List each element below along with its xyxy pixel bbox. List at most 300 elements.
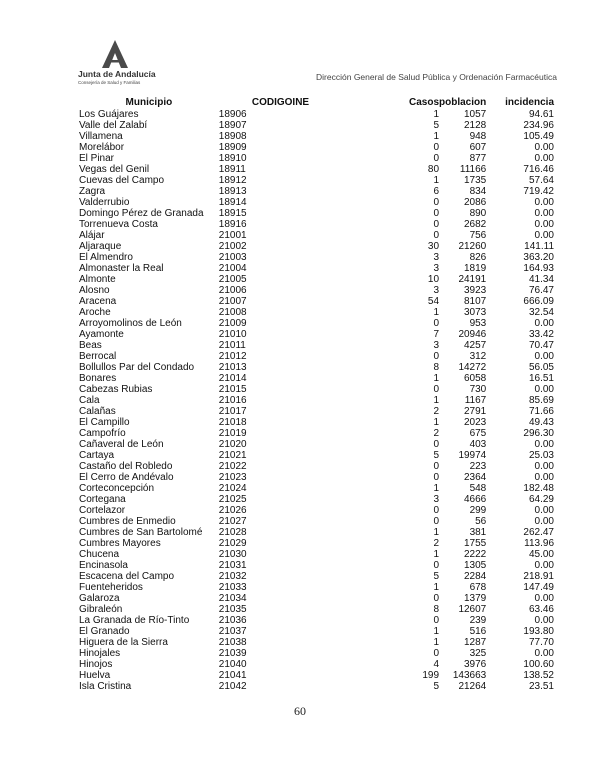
- incidencia-cell: 0.00: [534, 318, 554, 329]
- incidencia-cell: 363.20: [523, 252, 554, 263]
- poblacion-cell: 11166: [459, 164, 487, 175]
- table-row: [79, 593, 554, 604]
- poblacion-cell: 403: [469, 439, 487, 450]
- codigoine-cell: 21020: [218, 439, 247, 450]
- municipio-cell: Bollullos Par del Condado: [79, 362, 195, 373]
- table-row: [79, 538, 554, 549]
- casos-cell: 5: [433, 450, 440, 461]
- table-header-row: [79, 96, 554, 109]
- incidencia-cell: 32.54: [528, 307, 554, 318]
- incidencia-cell: 164.93: [523, 263, 554, 274]
- column-header-codigoine: CODIGOINE: [251, 97, 310, 108]
- table-row: [79, 582, 554, 593]
- codigoine-cell: 21029: [218, 538, 247, 549]
- municipio-cell: Bonares: [79, 373, 117, 384]
- incidencia-cell: 76.47: [528, 285, 554, 296]
- codigoine-cell: 21021: [218, 450, 247, 461]
- casos-cell: 0: [433, 593, 440, 604]
- casos-cell: 0: [433, 461, 440, 472]
- codigoine-cell: 18907: [218, 120, 247, 131]
- poblacion-cell: 381: [469, 527, 487, 538]
- casos-cell: 0: [433, 230, 440, 241]
- municipio-cell: Encinasola: [79, 560, 128, 571]
- table-row: [79, 153, 554, 164]
- municipio-cell: Cortegana: [79, 494, 126, 505]
- poblacion-cell: 675: [469, 428, 487, 439]
- table-row: [79, 197, 554, 208]
- logo-subtitle: Consejería de Salud y Familias: [78, 80, 141, 85]
- casos-cell: 0: [433, 197, 440, 208]
- casos-cell: 0: [433, 472, 440, 483]
- incidencia-cell: 64.29: [528, 494, 554, 505]
- casos-cell: 4: [433, 659, 440, 670]
- poblacion-cell: 21264: [458, 681, 487, 692]
- table-row: [79, 461, 554, 472]
- codigoine-cell: 21011: [218, 340, 246, 351]
- table-row: [79, 175, 554, 186]
- casos-cell: 1: [433, 549, 440, 560]
- table-row: [79, 329, 554, 340]
- casos-cell: 0: [433, 516, 440, 527]
- table-row: [79, 472, 554, 483]
- casos-cell: 3: [433, 285, 440, 296]
- casos-cell: 0: [433, 219, 440, 230]
- poblacion-cell: 877: [469, 153, 487, 164]
- incidencia-cell: 262.47: [523, 527, 554, 538]
- incidencia-cell: 33.42: [528, 329, 554, 340]
- casos-cell: 5: [433, 571, 440, 582]
- column-header-incidencia: incidencia: [505, 97, 554, 108]
- casos-cell: 0: [433, 318, 440, 329]
- poblacion-cell: 325: [469, 648, 487, 659]
- incidencia-cell: 0.00: [534, 208, 554, 219]
- casos-cell: 1: [433, 395, 440, 406]
- table-row: [79, 439, 554, 450]
- incidencia-cell: 0.00: [534, 439, 554, 450]
- poblacion-cell: 2682: [464, 219, 487, 230]
- municipio-cell: El Granado: [79, 626, 130, 637]
- municipio-cell: Escacena del Campo: [79, 571, 175, 582]
- casos-cell: 0: [433, 560, 440, 571]
- poblacion-cell: 548: [469, 483, 487, 494]
- poblacion-cell: 223: [469, 461, 487, 472]
- casos-cell: 54: [427, 296, 440, 307]
- municipio-cell: Cumbres de San Bartolomé: [79, 527, 203, 538]
- codigoine-cell: 21033: [218, 582, 247, 593]
- table-body: [79, 109, 554, 692]
- incidencia-cell: 25.03: [528, 450, 554, 461]
- casos-cell: 1: [433, 637, 440, 648]
- municipio-cell: Fuenteheridos: [79, 582, 143, 593]
- municipio-cell: Aroche: [79, 307, 111, 318]
- codigoine-cell: 21008: [218, 307, 247, 318]
- incidencia-cell: 85.69: [528, 395, 554, 406]
- junta-andalucia-logo-icon: [102, 40, 128, 68]
- table-row: [79, 131, 554, 142]
- municipio-cell: Zagra: [79, 186, 106, 197]
- table-row: [79, 450, 554, 461]
- incidencia-cell: 57.64: [528, 175, 554, 186]
- table-row: [79, 285, 554, 296]
- table-row: [79, 142, 554, 153]
- codigoine-cell: 21002: [218, 241, 247, 252]
- incidencia-cell: 0.00: [534, 648, 554, 659]
- table-row: [79, 637, 554, 648]
- incidencia-cell: 16.51: [528, 373, 554, 384]
- incidencia-cell: 0.00: [534, 505, 554, 516]
- incidencia-cell: 218.91: [523, 571, 554, 582]
- codigoine-cell: 21001: [218, 230, 247, 241]
- municipio-cell: Villamena: [79, 131, 123, 142]
- municipio-cell: Morelábor: [79, 142, 125, 153]
- incidencia-cell: 70.47: [528, 340, 554, 351]
- incidencia-cell: 141.11: [524, 241, 554, 252]
- municipio-cell: El Pinar: [79, 153, 115, 164]
- table-row: [79, 428, 554, 439]
- table-row: [79, 571, 554, 582]
- municipio-cell: Gibraleón: [79, 604, 123, 615]
- codigoine-cell: 21016: [218, 395, 247, 406]
- codigoine-cell: 21028: [218, 527, 247, 538]
- municipio-cell: Galaroza: [79, 593, 120, 604]
- municipio-cell: Huelva: [79, 670, 111, 681]
- poblacion-cell: 21260: [458, 241, 487, 252]
- municipio-cell: Cartaya: [79, 450, 115, 461]
- casos-cell: 7: [433, 329, 440, 340]
- casos-cell: 1: [433, 175, 440, 186]
- codigoine-cell: 21035: [218, 604, 247, 615]
- incidencia-cell: 0.00: [534, 197, 554, 208]
- casos-cell: 1: [433, 109, 440, 120]
- municipio-cell: Alosno: [79, 285, 110, 296]
- poblacion-cell: 1755: [464, 538, 487, 549]
- casos-cell: 1: [433, 417, 440, 428]
- codigoine-cell: 21005: [218, 274, 247, 285]
- incidencia-cell: 23.51: [528, 681, 554, 692]
- table-row: [79, 230, 554, 241]
- codigoine-cell: 21031: [218, 560, 247, 571]
- incidencia-cell: 138.52: [523, 670, 554, 681]
- table-row: [79, 417, 554, 428]
- incidencia-cell: 0.00: [534, 153, 554, 164]
- table-row: [79, 241, 554, 252]
- municipio-cell: Beas: [79, 340, 102, 351]
- incidencia-cell: 0.00: [534, 351, 554, 362]
- table-row: [79, 483, 554, 494]
- casos-cell: 6: [433, 186, 440, 197]
- incidencia-cell: 716.46: [523, 164, 554, 175]
- table-row: [79, 219, 554, 230]
- poblacion-cell: 2086: [464, 197, 487, 208]
- casos-cell: 8: [433, 362, 440, 373]
- codigoine-cell: 21009: [218, 318, 247, 329]
- table-row: [79, 560, 554, 571]
- codigoine-cell: 21006: [218, 285, 247, 296]
- incidencia-cell: 0.00: [534, 230, 554, 241]
- poblacion-cell: 19974: [458, 450, 487, 461]
- codigoine-cell: 18916: [218, 219, 247, 230]
- incidencia-cell: 94.61: [528, 109, 554, 120]
- poblacion-cell: 1379: [464, 593, 487, 604]
- incidencia-cell: 234.96: [523, 120, 554, 131]
- codigoine-cell: 21012: [218, 351, 247, 362]
- poblacion-cell: 239: [469, 615, 487, 626]
- codigoine-cell: 21030: [218, 549, 247, 560]
- poblacion-cell: 2222: [464, 549, 487, 560]
- incidencia-cell: 719.42: [523, 186, 554, 197]
- table-row: [79, 362, 554, 373]
- casos-cell: 0: [433, 384, 440, 395]
- incidencia-cell: 113.96: [524, 538, 554, 549]
- table-row: [79, 626, 554, 637]
- table-row: [79, 648, 554, 659]
- codigoine-cell: 21010: [218, 329, 247, 340]
- incidencia-cell: 77.70: [528, 637, 554, 648]
- municipio-cell: Hinojos: [79, 659, 113, 670]
- poblacion-cell: 2284: [464, 571, 487, 582]
- table-row: [79, 208, 554, 219]
- casos-cell: 0: [433, 142, 440, 153]
- codigoine-cell: 21036: [218, 615, 247, 626]
- incidencia-cell: 0.00: [534, 384, 554, 395]
- municipio-cell: Alájar: [79, 230, 105, 241]
- table-row: [79, 274, 554, 285]
- poblacion-cell: 3976: [464, 659, 487, 670]
- codigoine-cell: 21039: [218, 648, 247, 659]
- municipio-cell: Cala: [79, 395, 100, 406]
- poblacion-cell: 948: [469, 131, 487, 142]
- municipio-cell: Domingo Pérez de Granada: [79, 208, 204, 219]
- table-row: [79, 527, 554, 538]
- column-header-poblacion: poblacion: [439, 97, 487, 108]
- column-header-casos: Casos: [409, 97, 440, 108]
- poblacion-cell: 4666: [464, 494, 487, 505]
- casos-cell: 3: [433, 340, 440, 351]
- table-row: [79, 516, 554, 527]
- poblacion-cell: 20946: [458, 329, 487, 340]
- table-row: [79, 659, 554, 670]
- codigoine-cell: 18909: [218, 142, 247, 153]
- codigoine-cell: 21014: [218, 373, 247, 384]
- casos-cell: 80: [427, 164, 440, 175]
- casos-cell: 1: [433, 483, 440, 494]
- codigoine-cell: 21038: [218, 637, 247, 648]
- table-row: [79, 395, 554, 406]
- poblacion-cell: 299: [469, 505, 487, 516]
- poblacion-cell: 2791: [464, 406, 487, 417]
- incidencia-cell: 182.48: [523, 483, 554, 494]
- casos-cell: 199: [422, 670, 440, 681]
- casos-cell: 3: [433, 252, 440, 263]
- poblacion-cell: 3073: [464, 307, 487, 318]
- codigoine-cell: 21037: [218, 626, 247, 637]
- casos-cell: 0: [433, 208, 440, 219]
- casos-cell: 1: [433, 373, 440, 384]
- table-row: [79, 494, 554, 505]
- poblacion-cell: 2023: [464, 417, 487, 428]
- casos-cell: 1: [433, 307, 440, 318]
- table-row: [79, 604, 554, 615]
- poblacion-cell: 8107: [464, 296, 487, 307]
- codigoine-cell: 21034: [218, 593, 247, 604]
- incidencia-cell: 666.09: [523, 296, 554, 307]
- casos-cell: 0: [433, 615, 440, 626]
- table-row: [79, 373, 554, 384]
- municipio-cell: Torrenueva Costa: [79, 219, 158, 230]
- municipio-cell: El Almendro: [79, 252, 133, 263]
- codigoine-cell: 21042: [218, 681, 247, 692]
- incidencia-cell: 41.34: [528, 274, 554, 285]
- casos-cell: 2: [433, 428, 440, 439]
- table-row: [79, 164, 554, 175]
- poblacion-cell: 14272: [458, 362, 487, 373]
- casos-cell: 5: [433, 120, 440, 131]
- table-row: [79, 186, 554, 197]
- codigoine-cell: 21022: [218, 461, 247, 472]
- table-row: [79, 384, 554, 395]
- page-number: 60: [294, 704, 306, 718]
- casos-cell: 3: [433, 263, 440, 274]
- casos-cell: 2: [433, 538, 440, 549]
- incidencia-cell: 0.00: [534, 142, 554, 153]
- codigoine-cell: 21003: [218, 252, 247, 263]
- municipio-cell: Aracena: [79, 296, 117, 307]
- poblacion-cell: 12607: [458, 604, 487, 615]
- codigoine-cell: 21018: [218, 417, 247, 428]
- codigoine-cell: 18906: [218, 109, 247, 120]
- table-row: [79, 615, 554, 626]
- table-row: [79, 120, 554, 131]
- codigoine-cell: 21015: [218, 384, 247, 395]
- poblacion-cell: 607: [469, 142, 487, 153]
- logo: [78, 40, 158, 85]
- municipio-cell: Isla Cristina: [79, 681, 132, 692]
- municipio-cell: Castaño del Robledo: [79, 461, 173, 472]
- incidencia-cell: 296.30: [523, 428, 554, 439]
- municipio-cell: Valle del Zalabí: [79, 120, 148, 131]
- municipio-cell: Arroyomolinos de León: [79, 318, 182, 329]
- municipio-cell: Los Guájares: [79, 109, 139, 120]
- codigoine-cell: 21024: [218, 483, 247, 494]
- incidencia-cell: 0.00: [534, 472, 554, 483]
- codigoine-cell: 21040: [218, 659, 247, 670]
- poblacion-cell: 3923: [464, 285, 487, 296]
- poblacion-cell: 826: [469, 252, 487, 263]
- casos-cell: 5: [433, 681, 440, 692]
- municipio-cell: Chucena: [79, 549, 120, 560]
- codigoine-cell: 21013: [218, 362, 247, 373]
- poblacion-cell: 143663: [452, 670, 487, 681]
- codigoine-cell: 21032: [218, 571, 247, 582]
- poblacion-cell: 2128: [464, 120, 487, 131]
- casos-cell: 30: [427, 241, 440, 252]
- casos-cell: 0: [433, 153, 440, 164]
- casos-cell: 1: [433, 131, 440, 142]
- municipio-cell: Cumbres Mayores: [79, 538, 161, 549]
- casos-cell: 10: [427, 274, 440, 285]
- codigoine-cell: 18915: [218, 208, 247, 219]
- municipio-cell: Corteconcepción: [79, 483, 155, 494]
- casos-cell: 1: [433, 582, 440, 593]
- poblacion-cell: 890: [469, 208, 487, 219]
- casos-cell: 0: [433, 648, 440, 659]
- table-row: [79, 307, 554, 318]
- municipio-cell: La Granada de Río-Tinto: [79, 615, 190, 626]
- municipio-cell: Cortelazor: [79, 505, 126, 516]
- casos-cell: 0: [433, 505, 440, 516]
- incidencia-cell: 63.46: [528, 604, 554, 615]
- poblacion-cell: 312: [469, 351, 487, 362]
- incidencia-cell: 0.00: [534, 219, 554, 230]
- table-row: [79, 351, 554, 362]
- codigoine-cell: 18912: [218, 175, 247, 186]
- codigoine-cell: 18914: [218, 197, 247, 208]
- codigoine-cell: 21023: [218, 472, 247, 483]
- poblacion-cell: 1287: [464, 637, 487, 648]
- codigoine-cell: 21041: [218, 670, 247, 681]
- municipio-cell: El Cerro de Andévalo: [79, 472, 174, 483]
- incidencia-cell: 0.00: [534, 516, 554, 527]
- table-row: [79, 296, 554, 307]
- poblacion-cell: 56: [475, 516, 487, 527]
- poblacion-cell: 2364: [464, 472, 487, 483]
- incidencia-cell: 0.00: [534, 560, 554, 571]
- codigoine-cell: 21026: [218, 505, 247, 516]
- casos-cell: 0: [433, 439, 440, 450]
- poblacion-cell: 516: [469, 626, 487, 637]
- incidencia-cell: 71.66: [528, 406, 554, 417]
- incidencia-cell: 45.00: [528, 549, 554, 560]
- incidencia-cell: 56.05: [528, 362, 554, 373]
- incidencia-cell: 49.43: [528, 417, 554, 428]
- poblacion-cell: 678: [469, 582, 487, 593]
- municipio-cell: El Campillo: [79, 417, 130, 428]
- poblacion-cell: 1057: [464, 109, 487, 120]
- casos-cell: 8: [433, 604, 440, 615]
- municipio-cell: Cañaveral de León: [79, 439, 164, 450]
- incidencia-cell: 147.49: [523, 582, 554, 593]
- table-row: [79, 549, 554, 560]
- incidence-table: [79, 96, 554, 692]
- municipio-cell: Calañas: [79, 406, 116, 417]
- municipio-cell: Almonaster la Real: [79, 263, 164, 274]
- municipio-cell: Higuera de la Sierra: [79, 637, 168, 648]
- table-row: [79, 340, 554, 351]
- poblacion-cell: 1167: [464, 395, 487, 406]
- municipio-cell: Campofrío: [79, 428, 126, 439]
- incidencia-cell: 100.60: [523, 659, 554, 670]
- table-row: [79, 681, 554, 692]
- table-row: [79, 670, 554, 681]
- poblacion-cell: 1819: [464, 263, 487, 274]
- poblacion-cell: 1305: [464, 560, 487, 571]
- poblacion-cell: 4257: [464, 340, 487, 351]
- table-row: [79, 263, 554, 274]
- poblacion-cell: 756: [469, 230, 487, 241]
- codigoine-cell: 21025: [218, 494, 247, 505]
- municipio-cell: Hinojales: [79, 648, 121, 659]
- table-row: [79, 318, 554, 329]
- casos-cell: 0: [433, 351, 440, 362]
- municipio-cell: Vegas del Genil: [79, 164, 150, 175]
- codigoine-cell: 21027: [218, 516, 247, 527]
- casos-cell: 2: [433, 406, 440, 417]
- poblacion-cell: 953: [469, 318, 487, 329]
- municipio-cell: Cumbres de Enmedio: [79, 516, 176, 527]
- municipio-cell: Cabezas Rubias: [79, 384, 153, 395]
- municipio-cell: Almonte: [79, 274, 116, 285]
- logo-name: Junta de Andalucía: [78, 69, 156, 79]
